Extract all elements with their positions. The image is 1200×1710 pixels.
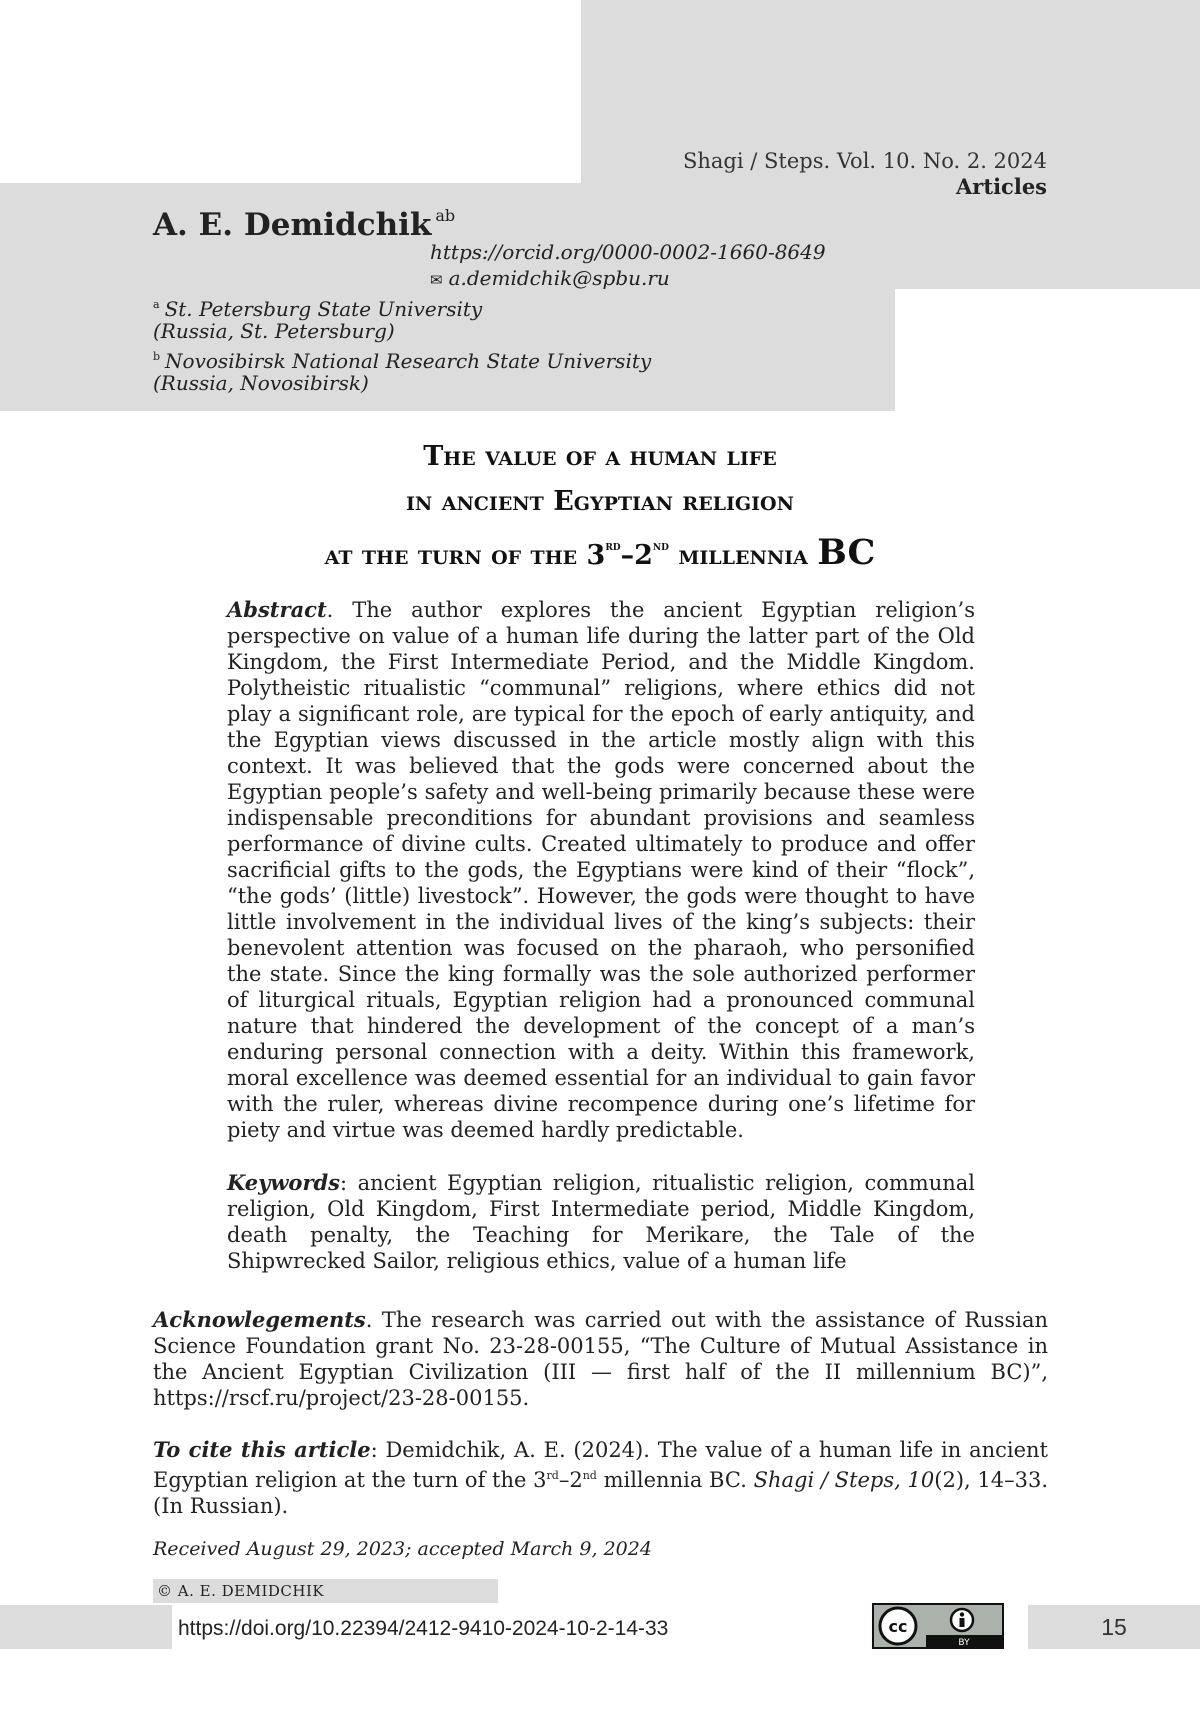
title-text: –2 (621, 540, 653, 571)
title-text: BC (817, 532, 875, 573)
email-text[interactable]: a.demidchik@spbu.ru (449, 266, 670, 290)
affiliation-a-location: (Russia, St. Petersburg) (153, 318, 395, 344)
author-name (153, 196, 455, 245)
journal-issue-line: Shagi / Steps. Vol. 10. No. 2. 2024 (600, 148, 1047, 174)
title-text: millennia (669, 540, 817, 571)
footer-band (0, 1605, 172, 1649)
title-line-1: The value of a human life (100, 434, 1100, 479)
affiliation-mark: a (153, 298, 160, 311)
citation-superscript: nd (583, 1469, 597, 1482)
cc-by-badge-graphic (874, 1605, 1002, 1647)
doi-link[interactable]: https://doi.org/10.22394/2412-9410-2024-10-2-14-33 (178, 1616, 668, 1642)
citation-label: To cite this article (153, 1437, 371, 1462)
author-email[interactable] (430, 265, 670, 293)
affiliation-mark: b (153, 350, 160, 363)
keywords-label: Keywords (227, 1170, 340, 1195)
acknowledgements-text: . The research was carried out with the assistance of Russian Science Foundation grant No. 23-28-00155, “The Culture of Mutual Assistance in the Ancient Egyptian Civilization (III — first half of the II millennium BC)”, https://rscf.ru/project/23-28-00155. (153, 1308, 1048, 1410)
copyright-notice: © A. E. DEMIDCHIK (157, 1581, 324, 1601)
citation-paragraph (153, 1437, 1048, 1519)
title-line-2: in ancient Egyptian religion (100, 479, 1100, 524)
orcid-link[interactable]: https://orcid.org/0000-0002-1660-8649 (430, 239, 826, 265)
author-name-text: A. E. Demidchik (153, 207, 431, 243)
keywords-text: : ancient Egyptian religion, ritualistic religion, communal religion, Old Kingdom, First Intermediate period, Middle Kingdom, death penalty, the Teaching for Merikare, the Tale of the Shipwrecked Sailor, religious ethics, value of a human life (227, 1171, 975, 1273)
title-superscript: nd (653, 539, 669, 554)
abstract-text: . The author explores the ancient Egyptian religion’s perspective on value of a human life during the latter part of the Old Kingdom, the First Intermediate Period, and the Middle Kingdom. Polytheistic ritualistic “communal” religions, where ethics did not play a significant role, are typical for the epoch of early antiquity, and the Egyptian views discussed in the article mostly align with this context. It was believed that the gods were concerned about the Egyptian people’s safety and well-being primarily because these were indispensable preconditions for abundant provisions and seamless performance of divine cults. Created ultimately to produce and offer sacrificial gifts to the gods, the Egyptians were kind of their “flock”, “the gods’ (little) livestock”. However, the gods were thought to have little involvement in the individual lives of the king’s subjects: their benevolent attention was focused on the pharaoh, who personified the state. Since the king formally was the sole authorized performer of liturgical rituals, Egyptian religion had a pronounced communal nature that hindered the development of the concept of a man’s enduring personal connection with a deity. Within this framework, moral excellence was deemed essential for an individual to gain favor with the ruler, whereas divine recompence during one’s lifetime for piety and virtue was deemed hardly predictable. (227, 598, 975, 1142)
abstract-paragraph (227, 597, 975, 1143)
citation-text: millennia BC. (597, 1468, 754, 1492)
keywords-paragraph (227, 1170, 975, 1274)
citation-superscript: rd (547, 1469, 559, 1482)
page-number: 15 (1028, 1605, 1200, 1649)
article-title (100, 434, 1100, 578)
title-text: at the turn of the 3 (325, 540, 606, 571)
citation-text: : Demidchik, A. E. (2024). The value of a human life in ancient Egyptian religion at the turn of the 3 (153, 1438, 1048, 1492)
title-line-3 (100, 524, 1100, 578)
author-affiliation-marks: ab (435, 206, 455, 225)
affiliation-name: St. Petersburg State University (165, 297, 483, 321)
cc-text: cc (889, 1617, 908, 1636)
citation-text: (2), 14–33. (In Russian). (153, 1468, 1048, 1518)
section-label: Articles (600, 174, 1047, 200)
affiliation-b-location: (Russia, Novosibirsk) (153, 370, 369, 396)
received-dates: Received August 29, 2023; accepted March 9, 2024 (153, 1537, 652, 1561)
acknowledgements-label: Acknowlegements (153, 1307, 366, 1332)
acknowledgements-paragraph (153, 1307, 1048, 1411)
citation-journal: Shagi / Steps, 10 (754, 1468, 935, 1492)
by-text: BY (958, 1638, 970, 1647)
abstract-label: Abstract (227, 597, 327, 622)
citation-text: –2 (559, 1468, 583, 1492)
affiliation-name: Novosibirsk National Research State University (165, 349, 651, 373)
title-superscript: rd (605, 539, 620, 554)
cc-by-license-icon[interactable] (872, 1603, 1004, 1649)
envelope-icon: ✉ (430, 271, 443, 289)
